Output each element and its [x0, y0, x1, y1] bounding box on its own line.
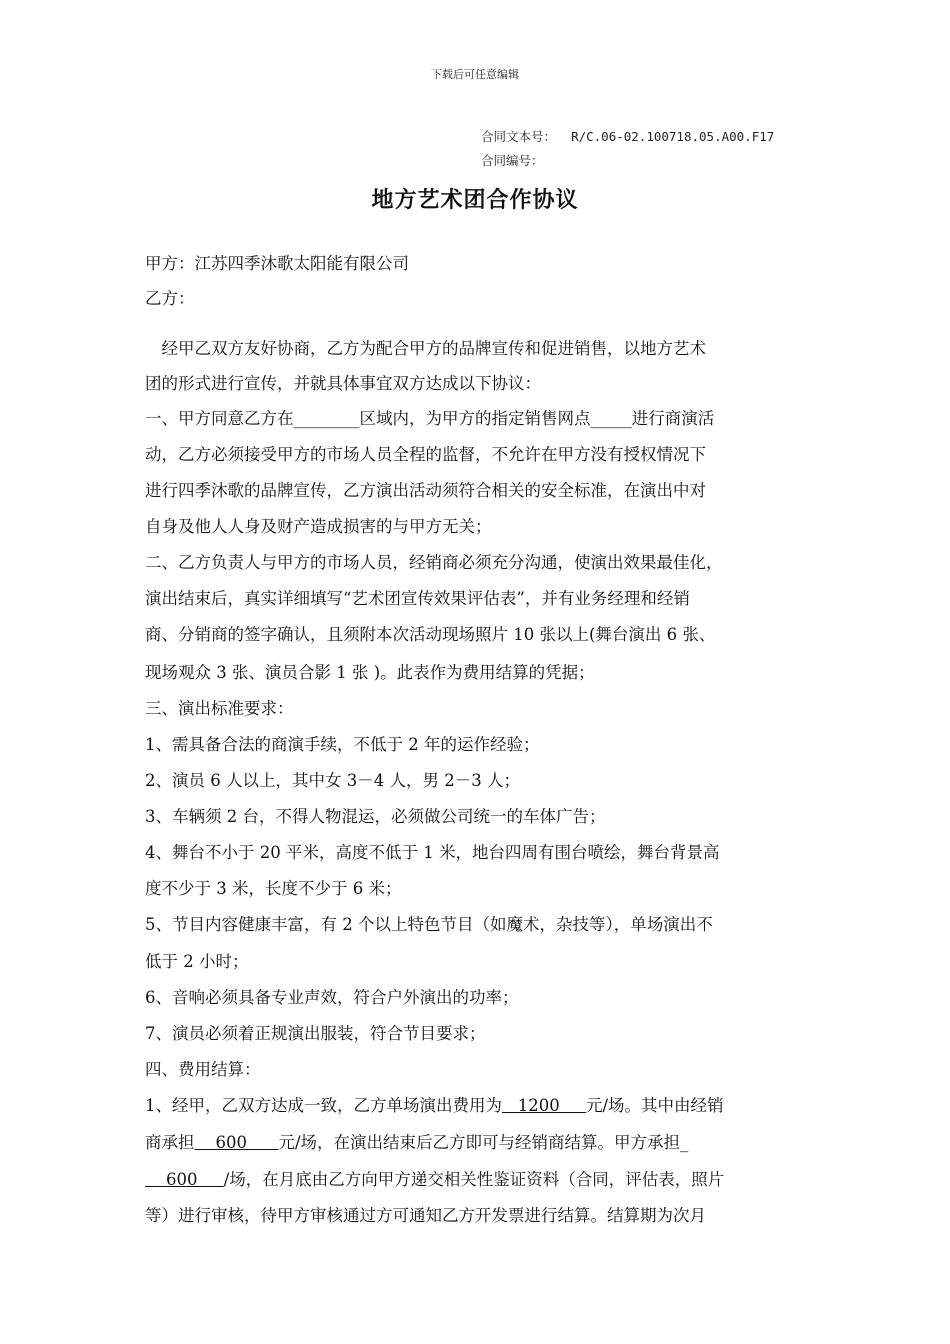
body-line: 进行四季沐歌的品牌宣传，乙方演出活动须符合相关的安全标准，在演出中对 — [145, 481, 706, 500]
body-line: 2、演员 6 人以上，其中女 3－4 人，男 2－3 人； — [145, 771, 520, 790]
fee-text: 商承担 — [145, 1133, 195, 1152]
body-line: 度不少于 3 米，长度不少于 6 米； — [145, 879, 402, 898]
body-line: 一、甲方同意乙方在________区域内，为甲方的指定销售网点_____进行商演活 — [145, 409, 715, 428]
fee-amount-party-a: 600 — [145, 1170, 224, 1189]
body-line: 商、分销商的签字确认，且须附本次活动现场照片 10 张以上(舞台演出 6 张、 — [145, 625, 716, 644]
fee-text: 1、经甲，乙双方达成一致，乙方单场演出费用为 — [145, 1096, 502, 1115]
text-no-value: R/C.06-02.100718.05.A00.F17 — [571, 129, 775, 144]
body-line: 经甲乙双方友好协商，乙方为配合甲方的品牌宣传和促进销售，以地方艺术 — [145, 339, 706, 358]
contract-number — [481, 151, 544, 169]
party-b: 乙方： — [145, 289, 195, 308]
body-line: 演出结束后，真实详细填写“艺术团宣传效果评估表”，并有业务经理和经销 — [145, 589, 690, 608]
body-line: 7、演员必须着正规演出服装，符合节目要求； — [145, 1024, 486, 1043]
body-line: 3、车辆须 2 台，不得人物混运，必须做公司统一的车体广告； — [145, 807, 606, 826]
body-line: 现场观众 3 张、演员合影 1 张 )。此表作为费用结算的凭据； — [145, 663, 595, 682]
body-line: 5、节目内容健康丰富，有 2 个以上特色节目（如魔术，杂技等），单场演出不 — [145, 915, 713, 934]
body-line: 4、舞台不小于 20 平米，高度不低于 1 米，地台四周有围台喷绘，舞台背景高 — [145, 843, 720, 862]
document-title: 地方艺术团合作协议 — [371, 188, 579, 213]
fee-amount-dealer: 600 — [194, 1133, 279, 1152]
body-line: 6、音响必须具备专业声效，符合户外演出的功率； — [145, 988, 519, 1007]
fee-line — [145, 1166, 825, 1190]
fee-line — [145, 1129, 825, 1153]
page-header: 下载后可任意编辑 — [431, 68, 519, 81]
party-a: 甲方：江苏四季沐歌太阳能有限公司 — [145, 254, 409, 273]
fee-line — [145, 1092, 825, 1116]
fee-amount-total: 1200 — [502, 1096, 586, 1115]
body-line: 低于 2 小时； — [145, 952, 249, 971]
body-line: 二、乙方负责人与甲方的市场人员，经销商必须充分沟通，使演出效果最佳化， — [145, 553, 723, 572]
fee-line: 等）进行审核，待甲方审核通过方可通知乙方开发票进行结算。结算期为次月 — [145, 1206, 706, 1225]
section-heading: 四、费用结算： — [145, 1060, 261, 1079]
body-line: 团的形式进行宣传，并就具体事宜双方达成以下协议： — [145, 374, 541, 393]
body-line: 1、需具备合法的商演手续，不低于 2 年的运作经验； — [145, 735, 540, 754]
body-line: 自身及他人人身及财产造成损害的与甲方无关； — [145, 517, 492, 536]
text-no-label: 合同文本号： — [481, 129, 557, 144]
fee-text: 元/场，在演出结束后乙方即可与经销商结算。甲方承担_ — [278, 1133, 689, 1152]
fee-text: 元/场。其中由经销 — [585, 1096, 724, 1115]
body-line: 动，乙方必须接受甲方的市场人员全程的监督，不允许在甲方没有授权情况下 — [145, 445, 706, 464]
contract-text-number — [481, 127, 774, 145]
section-heading: 三、演出标准要求： — [145, 699, 294, 718]
fee-text: /场，在月底由乙方向甲方递交相关性鉴证资料（合同，评估表，照片 — [223, 1170, 725, 1189]
contract-no-label: 合同编号： — [481, 153, 544, 168]
